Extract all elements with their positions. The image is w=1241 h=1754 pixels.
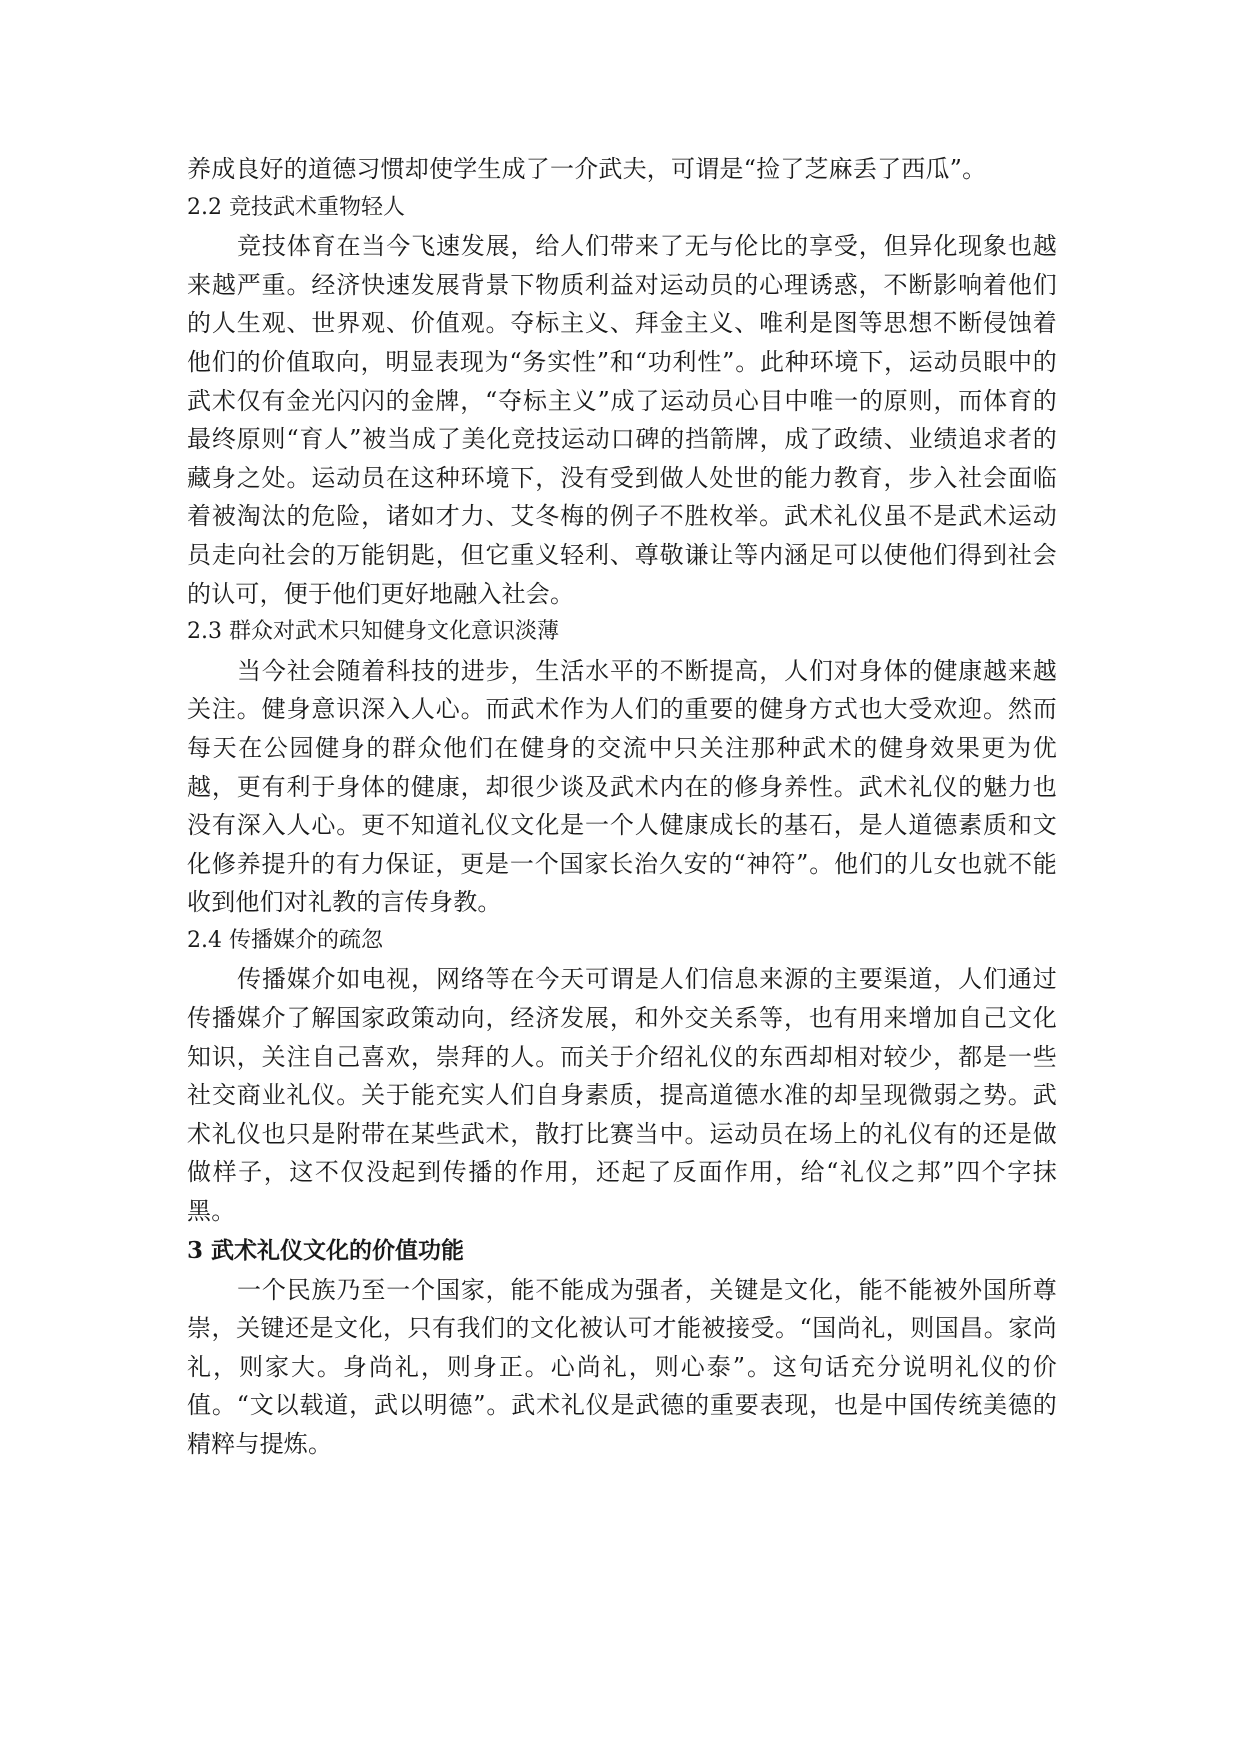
section-heading-2-4: 2.4 传播媒介的疏忽	[187, 927, 383, 953]
continued-paragraph: 养成良好的道德习惯却使学生成了一介武夫，可谓是“捡了芝麻丢了西瓜”。	[187, 155, 987, 183]
section-heading-2-2: 2.2 竞技武术重物轻人	[187, 194, 405, 220]
section-paragraph-2-2: 竞技体育在当今飞速发展，给人们带来了无与伦比的享受，但异化现象也越来越严重。经济快速发展背景下物质利益对运动员的心理诱惑，不断影响着他们的人生观、世界观、价值观。夺标主义、拜金主义、唯利是图等思想不断侵蚀着他们的价值取向，明显表现为“务实性”和“功利性”。此种环境下，运动员眼中的武术仅有金光闪闪的金牌，“夺标主义”成了运动员心目中唯一的原则，而体育的最终原则“育人”被当成了美化竞技运动口碑的挡箭牌，成了政绩、业绩追求者的藏身之处。运动员在这种环境下，没有受到做人处世的能力教育，步入社会面临着被淘汰的危险，诸如才力、艾冬梅的例子不胜枚举。武术礼仪虽不是武术运动员走向社会的万能钥匙，但它重义轻利、尊敬谦让等内涵足可以使他们得到社会的认可，便于他们更好地融入社会。	[187, 232, 1057, 608]
section-heading-3: 3 武术礼仪文化的价值功能	[187, 1236, 465, 1264]
section-heading-2-3: 2.3 群众对武术只知健身文化意识淡薄	[187, 619, 559, 645]
section-paragraph-3: 一个民族乃至一个国家，能不能成为强者，关键是文化，能不能被外国所尊崇，关键还是文化，只有我们的文化被认可才能被接受。“国尚礼，则国昌。家尚礼，则家大。身尚礼，则身正。心尚礼，则心泰”。这句话充分说明礼仪的价值。“文以载道，武以明德”。武术礼仪是武德的重要表现，也是中国传统美德的精粹与提炼。	[187, 1275, 1057, 1458]
section-paragraph-2-4: 传播媒介如电视，网络等在今天可谓是人们信息来源的主要渠道，人们通过传播媒介了解国家政策动向，经济发展，和外交关系等，也有用来增加自己文化知识，关注自己喜欢，崇拜的人。而关于介绍礼仪的东西却相对较少，都是一些社交商业礼仪。关于能充实人们自身素质，提高道德水准的却呈现微弱之势。武术礼仪也只是附带在某些武术，散打比赛当中。运动员在场上的礼仪有的还是做做样子，这不仅没起到传播的作用，还起了反面作用，给“礼仪之邦”四个字抹黑。	[187, 965, 1057, 1226]
document-page	[187, 150, 1057, 1464]
section-paragraph-2-3: 当今社会随着科技的进步，生活水平的不断提高，人们对身体的健康越来越关注。健身意识深入人心。而武术作为人们的重要的健身方式也大受欢迎。然而每天在公园健身的群众他们在健身的交流中只关注那种武术的健身效果更为优越，更有利于身体的健康，却很少谈及武术内在的修身养性。武术礼仪的魅力也没有深入人心。更不知道礼仪文化是一个人健康成长的基石，是人道德素质和文化修养提升的有力保证，更是一个国家长治久安的“神符”。他们的儿女也就不能收到他们对礼教的言传身教。	[187, 656, 1057, 917]
